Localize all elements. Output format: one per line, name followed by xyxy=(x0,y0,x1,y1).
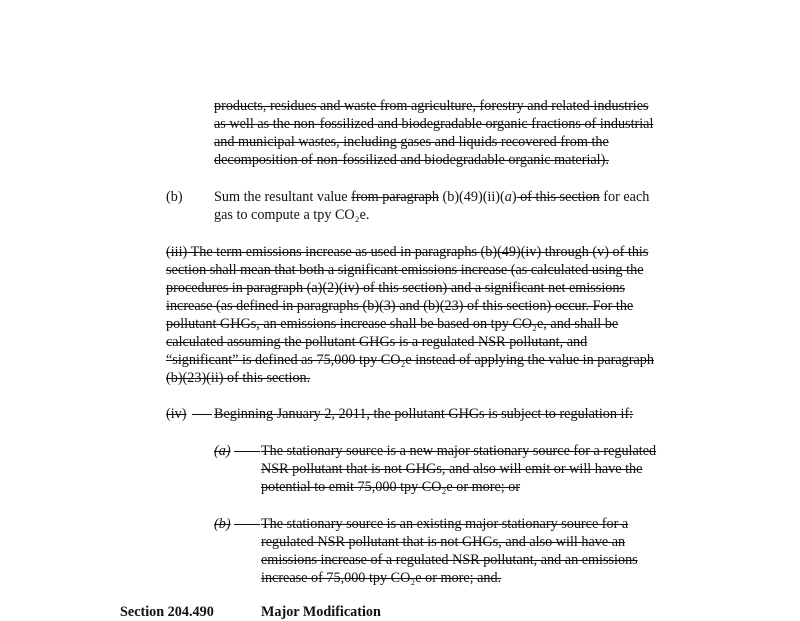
text-line: NSR pollutant that is not GHGs, and also will emit or will have the xyxy=(261,461,643,477)
text-line: Beginning January 2, 2011, the pollutant GHGs is subject to regulation if: xyxy=(214,406,634,422)
text-line: calculated assuming the pollutant GHGs is a regulated NSR pollutant, and xyxy=(166,334,588,350)
italic-text: a xyxy=(504,189,512,205)
plain-text: for each xyxy=(599,189,650,205)
text-line: potential to emit 75,000 tpy CO₂e or more; or xyxy=(261,479,521,495)
struck-text: of this section xyxy=(516,189,600,205)
text-line: The stationary source is an existing major stationary source for a xyxy=(261,516,629,532)
item-label: (b) xyxy=(166,189,183,205)
text-line: procedures in paragraph (a)(2)(iv) of this section) and a significant net emissions xyxy=(166,280,625,296)
text-line: (iii) The term emissions increase as used in paragraphs (b)(49)(iv) through (v) of this xyxy=(166,244,649,260)
text-line: increase of 75,000 tpy CO₂e or more; and. xyxy=(261,570,502,586)
text-line: pollutant GHGs, an emissions increase shall be based on tpy CO₂e, and shall be xyxy=(166,316,619,332)
text-line: “significant” is defined as 75,000 tpy CO₂e instead of applying the value in paragraph xyxy=(166,352,654,368)
text-line: increase (as defined in paragraphs (b)(3) and (b)(23) of this section) occur. For the xyxy=(166,298,634,314)
plain-text: Sum the resultant value xyxy=(214,189,352,205)
struck-text: from paragraph xyxy=(351,189,439,205)
text-line: section shall mean that both a significant emissions increase (as calculated using the xyxy=(166,262,644,278)
strike-rule xyxy=(192,405,212,415)
strike-rule xyxy=(234,515,260,525)
text-line xyxy=(214,188,649,206)
text-line: products, residues and waste from agriculture, forestry and related industries xyxy=(214,98,649,114)
text-line: decomposition of non-fossilized and biodegradable organic material). xyxy=(214,152,609,168)
text-line: gas to compute a tpy CO₂e. xyxy=(214,207,370,223)
plain-text: ) xyxy=(511,189,517,205)
strike-rule xyxy=(234,442,260,452)
item-label: (a) xyxy=(214,443,231,459)
text-line: The stationary source is a new major stationary source for a regulated xyxy=(261,443,657,459)
section-number: Section 204.490 xyxy=(120,604,214,620)
item-label: (iv) xyxy=(166,406,187,422)
section-title: Major Modification xyxy=(261,604,381,620)
plain-text: (b)(49)(ii)( xyxy=(438,189,505,205)
text-line: regulated NSR pollutant that is not GHGs, and also will have an xyxy=(261,534,626,550)
text-line: (b)(23)(ii) of this section. xyxy=(166,370,311,386)
text-line: as well as the non-fossilized and biodegradable organic fractions of industrial xyxy=(214,116,654,132)
text-line: and municipal wastes, including gases and liquids recovered from the xyxy=(214,134,609,150)
text-line: emissions increase of a regulated NSR pollutant, and an emissions xyxy=(261,552,638,568)
item-label: (b) xyxy=(214,516,231,532)
